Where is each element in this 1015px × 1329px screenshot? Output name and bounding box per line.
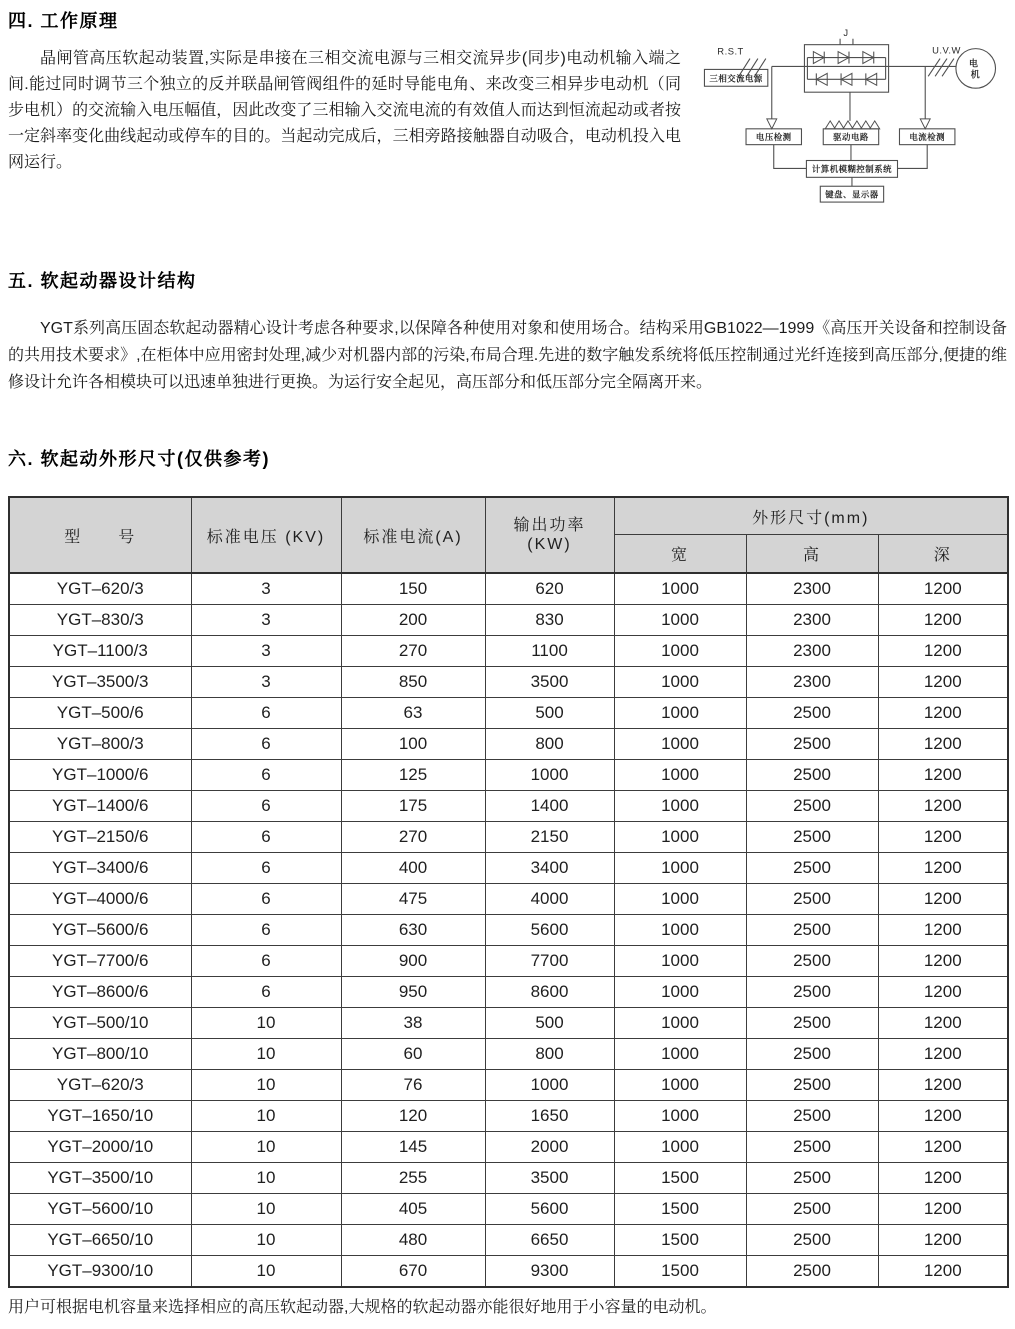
table-cell: 100 xyxy=(341,729,485,760)
table-row xyxy=(9,698,1008,729)
table-cell: YGT–1400/6 xyxy=(9,791,191,822)
table-cell: YGT–1650/10 xyxy=(9,1101,191,1132)
table-cell: 200 xyxy=(341,605,485,636)
table-cell: 1200 xyxy=(878,1256,1008,1288)
col-header-height: 高 xyxy=(746,535,878,574)
table-cell: 6 xyxy=(191,884,341,915)
table-cell: YGT–800/10 xyxy=(9,1039,191,1070)
table-cell: 1200 xyxy=(878,791,1008,822)
table-cell: 630 xyxy=(341,915,485,946)
table-row xyxy=(9,853,1008,884)
table-cell: 1000 xyxy=(614,1101,746,1132)
table-cell: 1200 xyxy=(878,1225,1008,1256)
table-cell: 500 xyxy=(485,698,614,729)
table-row xyxy=(9,1101,1008,1132)
table-cell: 1000 xyxy=(614,791,746,822)
table-cell: 1000 xyxy=(614,605,746,636)
table-cell: 1200 xyxy=(878,1163,1008,1194)
table-cell: 1000 xyxy=(485,760,614,791)
table-cell: 405 xyxy=(341,1194,485,1225)
table-cell: 6 xyxy=(191,977,341,1008)
table-cell: 1200 xyxy=(878,977,1008,1008)
table-cell: 1200 xyxy=(878,1194,1008,1225)
bypass-contactor-label: J xyxy=(843,26,849,38)
working-principle-paragraph: 晶闸管高压软起动装置,实际是串接在三相交流电源与三相交流异步(同步)电动机输入端之间.能过同时调节三个独立的反并联晶闸管阀组件的延时导能电角、来改变三相异步电动机（同步电机）的交流输入电压幅值，因此改变了三相输入交流电流的有效值人而达到恒流起动或者按一定斜率变化曲线起动或停车的目的。当起动完成后，三相旁路接触器自动吸合，电动机投入电网运行。 xyxy=(8,50,681,171)
table-cell: 1200 xyxy=(878,822,1008,853)
table-row xyxy=(9,915,1008,946)
table-cell: 1200 xyxy=(878,1101,1008,1132)
table-cell: 1000 xyxy=(614,822,746,853)
table-cell: YGT–6650/10 xyxy=(9,1225,191,1256)
table-cell: 1500 xyxy=(614,1256,746,1288)
table-cell: 10 xyxy=(191,1132,341,1163)
table-cell: 145 xyxy=(341,1132,485,1163)
table-cell: 2500 xyxy=(746,915,878,946)
table-cell: 6 xyxy=(191,946,341,977)
table-cell: 1200 xyxy=(878,1039,1008,1070)
table-cell: YGT–3500/3 xyxy=(9,667,191,698)
table-cell: 1000 xyxy=(614,636,746,667)
table-cell: 2500 xyxy=(746,1256,878,1288)
table-cell: 76 xyxy=(341,1070,485,1101)
table-cell: 2300 xyxy=(746,667,878,698)
down-arrow-icon xyxy=(920,119,930,129)
table-cell: YGT–4000/6 xyxy=(9,884,191,915)
table-cell: 2300 xyxy=(746,573,878,605)
table-cell: 6 xyxy=(191,915,341,946)
table-cell: 3 xyxy=(191,667,341,698)
table-cell: 800 xyxy=(485,1039,614,1070)
design-structure-paragraph: YGT系列高压固态软起动器精心设计考虑各种要求,以保障各种使用对象和使用场合。结构采用GB1022—1999《高压开关设备和控制设备的共用技术要求》,在柜体中应用密封处理,减少对机器内部的污染,布局合理.先进的数字触发系统将低压控制通过光纤连接到高压部分,便捷的维修设计允许各相模块可以迅速单独进行更换。为运行安全起见，高压部分和低压部分完全隔离开来。 xyxy=(8,320,1007,391)
table-cell: 2500 xyxy=(746,977,878,1008)
table-row xyxy=(9,605,1008,636)
table-cell: 2500 xyxy=(746,698,878,729)
table-cell: 6 xyxy=(191,822,341,853)
table-cell: 6 xyxy=(191,760,341,791)
table-cell: 10 xyxy=(191,1008,341,1039)
table-cell: 1200 xyxy=(878,1132,1008,1163)
footnote-paragraph: 用户可根据电机容量来选择相应的高压软起动器,大规格的软起动器亦能很好地用于小容量的电动机。 xyxy=(8,1299,717,1316)
table-cell: 5600 xyxy=(485,1194,614,1225)
table-cell: 4000 xyxy=(485,884,614,915)
table-cell: 1000 xyxy=(614,573,746,605)
table-cell: YGT–5600/6 xyxy=(9,915,191,946)
table-cell: 1000 xyxy=(614,1132,746,1163)
table-cell: 950 xyxy=(341,977,485,1008)
soft-starter-block-diagram xyxy=(689,12,1007,210)
table-cell: 3 xyxy=(191,636,341,667)
table-cell: 1000 xyxy=(614,853,746,884)
table-cell: 1200 xyxy=(878,853,1008,884)
table-cell: 1500 xyxy=(614,1163,746,1194)
table-row xyxy=(9,884,1008,915)
table-cell: 1200 xyxy=(878,605,1008,636)
table-row xyxy=(9,760,1008,791)
table-cell: 1200 xyxy=(878,573,1008,605)
table-cell: 1200 xyxy=(878,1070,1008,1101)
table-cell: 270 xyxy=(341,822,485,853)
table-cell: YGT–2150/6 xyxy=(9,822,191,853)
table-cell: 2500 xyxy=(746,791,878,822)
table-cell: 1200 xyxy=(878,946,1008,977)
motor-label: 电 机 xyxy=(969,58,981,80)
table-cell: 1200 xyxy=(878,636,1008,667)
table-row xyxy=(9,1163,1008,1194)
table-cell: 1200 xyxy=(878,915,1008,946)
table-cell: 670 xyxy=(341,1256,485,1288)
table-cell: 8600 xyxy=(485,977,614,1008)
table-cell: 1100 xyxy=(485,636,614,667)
table-cell: 2150 xyxy=(485,822,614,853)
table-cell: 2500 xyxy=(746,1163,878,1194)
table-cell: 2500 xyxy=(746,946,878,977)
table-row xyxy=(9,573,1008,605)
table-cell: 2500 xyxy=(746,1039,878,1070)
table-cell: YGT–620/3 xyxy=(9,573,191,605)
table-cell: 6 xyxy=(191,791,341,822)
table-row xyxy=(9,822,1008,853)
table-cell: 38 xyxy=(341,1008,485,1039)
table-cell: 480 xyxy=(341,1225,485,1256)
phase-in-label: R.S.T xyxy=(717,45,744,57)
table-cell: 9300 xyxy=(485,1256,614,1288)
table-cell: 2500 xyxy=(746,760,878,791)
table-cell: 475 xyxy=(341,884,485,915)
table-cell: 1200 xyxy=(878,760,1008,791)
table-cell: 1000 xyxy=(614,1070,746,1101)
table-cell: 2500 xyxy=(746,1225,878,1256)
table-cell: 150 xyxy=(341,573,485,605)
table-cell: YGT–830/3 xyxy=(9,605,191,636)
table-cell: 2500 xyxy=(746,1070,878,1101)
table-cell: 1000 xyxy=(614,1008,746,1039)
table-cell: YGT–1100/3 xyxy=(9,636,191,667)
table-row xyxy=(9,1039,1008,1070)
col-header-dimensions-group: 外形尺寸(mm) xyxy=(614,497,1008,535)
table-cell: YGT–9300/10 xyxy=(9,1256,191,1288)
table-cell: 7700 xyxy=(485,946,614,977)
col-header-current: 标准电流(A) xyxy=(341,497,485,573)
table-cell: 1000 xyxy=(614,977,746,1008)
phase-out-label: U.V.W xyxy=(932,44,961,56)
table-cell: 1000 xyxy=(614,884,746,915)
table-cell: YGT–2000/10 xyxy=(9,1132,191,1163)
table-row xyxy=(9,946,1008,977)
table-cell: 6 xyxy=(191,698,341,729)
table-row xyxy=(9,977,1008,1008)
table-cell: 3500 xyxy=(485,1163,614,1194)
table-cell: 1000 xyxy=(614,760,746,791)
table-cell: 3 xyxy=(191,605,341,636)
table-cell: 1650 xyxy=(485,1101,614,1132)
table-cell: 1200 xyxy=(878,884,1008,915)
col-header-width: 宽 xyxy=(614,535,746,574)
table-cell: 10 xyxy=(191,1070,341,1101)
down-arrow-icon xyxy=(767,119,777,129)
table-cell: 1500 xyxy=(614,1225,746,1256)
table-cell: YGT–8600/6 xyxy=(9,977,191,1008)
keyboard-display-label: 键盘、显示器 xyxy=(825,189,879,200)
table-cell: 1000 xyxy=(614,698,746,729)
table-cell: 10 xyxy=(191,1039,341,1070)
table-cell: YGT–500/6 xyxy=(9,698,191,729)
drive-circuit-label: 驱动电路 xyxy=(833,132,869,143)
section-heading-working-principle: 四. 工作原理 xyxy=(8,11,119,31)
dimensions-table xyxy=(8,496,1009,1288)
table-cell: 900 xyxy=(341,946,485,977)
table-cell: 800 xyxy=(485,729,614,760)
table-row xyxy=(9,791,1008,822)
table-cell: 270 xyxy=(341,636,485,667)
table-cell: 2500 xyxy=(746,853,878,884)
table-cell: YGT–620/3 xyxy=(9,1070,191,1101)
table-cell: 1200 xyxy=(878,1008,1008,1039)
table-cell: 2500 xyxy=(746,1101,878,1132)
section-heading-design-structure: 五. 软起动器设计结构 xyxy=(8,271,197,291)
table-cell: 1000 xyxy=(614,667,746,698)
section-heading-dimensions: 六. 软起动外形尺寸(仅供参考) xyxy=(8,449,270,469)
table-cell: 2300 xyxy=(746,605,878,636)
table-cell: 10 xyxy=(191,1225,341,1256)
table-cell: 10 xyxy=(191,1256,341,1288)
table-cell: 1000 xyxy=(614,1039,746,1070)
table-cell: 10 xyxy=(191,1194,341,1225)
col-header-model: 型 号 xyxy=(9,497,191,573)
table-cell: 63 xyxy=(341,698,485,729)
table-cell: 3 xyxy=(191,573,341,605)
circuit-diagram xyxy=(689,12,1007,210)
control-system-label: 计算机模糊控制系统 xyxy=(811,163,893,174)
table-cell: 6650 xyxy=(485,1225,614,1256)
table-row xyxy=(9,1070,1008,1101)
table-row xyxy=(9,667,1008,698)
table-row xyxy=(9,1008,1008,1039)
table-cell: 1200 xyxy=(878,698,1008,729)
col-header-depth: 深 xyxy=(878,535,1008,574)
table-cell: 500 xyxy=(485,1008,614,1039)
table-cell: YGT–500/10 xyxy=(9,1008,191,1039)
table-cell: 2300 xyxy=(746,636,878,667)
table-cell: 2500 xyxy=(746,729,878,760)
table-cell: 2500 xyxy=(746,884,878,915)
section-working-principle xyxy=(8,10,1007,222)
table-cell: YGT–800/3 xyxy=(9,729,191,760)
table-cell: 125 xyxy=(341,760,485,791)
table-row xyxy=(9,1225,1008,1256)
table-cell: YGT–3400/6 xyxy=(9,853,191,884)
table-row xyxy=(9,1256,1008,1288)
table-row xyxy=(9,1132,1008,1163)
table-cell: 2500 xyxy=(746,1132,878,1163)
table-cell: 1500 xyxy=(614,1194,746,1225)
table-cell: 1200 xyxy=(878,667,1008,698)
table-cell: YGT–3500/10 xyxy=(9,1163,191,1194)
table-cell: YGT–1000/6 xyxy=(9,760,191,791)
table-cell: 1000 xyxy=(614,946,746,977)
table-body xyxy=(9,573,1008,1287)
table-cell: 1000 xyxy=(614,915,746,946)
table-row xyxy=(9,636,1008,667)
table-cell: 620 xyxy=(485,573,614,605)
table-cell: 255 xyxy=(341,1163,485,1194)
table-cell: 60 xyxy=(341,1039,485,1070)
table-cell: 6 xyxy=(191,729,341,760)
table-cell: 1400 xyxy=(485,791,614,822)
table-cell: 2500 xyxy=(746,1194,878,1225)
source-label: 三相交流电源 xyxy=(709,73,763,84)
table-cell: 2500 xyxy=(746,822,878,853)
table-cell: YGT–5600/10 xyxy=(9,1194,191,1225)
table-cell: 10 xyxy=(191,1101,341,1132)
table-cell: 1000 xyxy=(614,729,746,760)
table-cell: 175 xyxy=(341,791,485,822)
table-cell: 1200 xyxy=(878,729,1008,760)
table-cell: 1000 xyxy=(485,1070,614,1101)
current-detect-label: 电流检测 xyxy=(909,132,946,143)
table-cell: 830 xyxy=(485,605,614,636)
table-cell: 3500 xyxy=(485,667,614,698)
table-row xyxy=(9,729,1008,760)
col-header-voltage: 标准电压 (KV) xyxy=(191,497,341,573)
table-cell: 10 xyxy=(191,1163,341,1194)
table-header xyxy=(9,497,1008,573)
three-phase-slashes-right xyxy=(928,59,954,77)
table-cell: 2000 xyxy=(485,1132,614,1163)
thyristor-row-reverse xyxy=(807,73,885,85)
col-header-power: 输出功率 (KW) xyxy=(485,497,614,573)
table-cell: YGT–7700/6 xyxy=(9,946,191,977)
table-cell: 400 xyxy=(341,853,485,884)
voltage-detect-label: 电压检测 xyxy=(755,132,792,143)
table-row xyxy=(9,1194,1008,1225)
table-cell: 5600 xyxy=(485,915,614,946)
table-cell: 2500 xyxy=(746,1008,878,1039)
table-cell: 120 xyxy=(341,1101,485,1132)
gate-triangles xyxy=(825,121,879,129)
table-cell: 850 xyxy=(341,667,485,698)
table-cell: 3400 xyxy=(485,853,614,884)
table-cell: 6 xyxy=(191,853,341,884)
